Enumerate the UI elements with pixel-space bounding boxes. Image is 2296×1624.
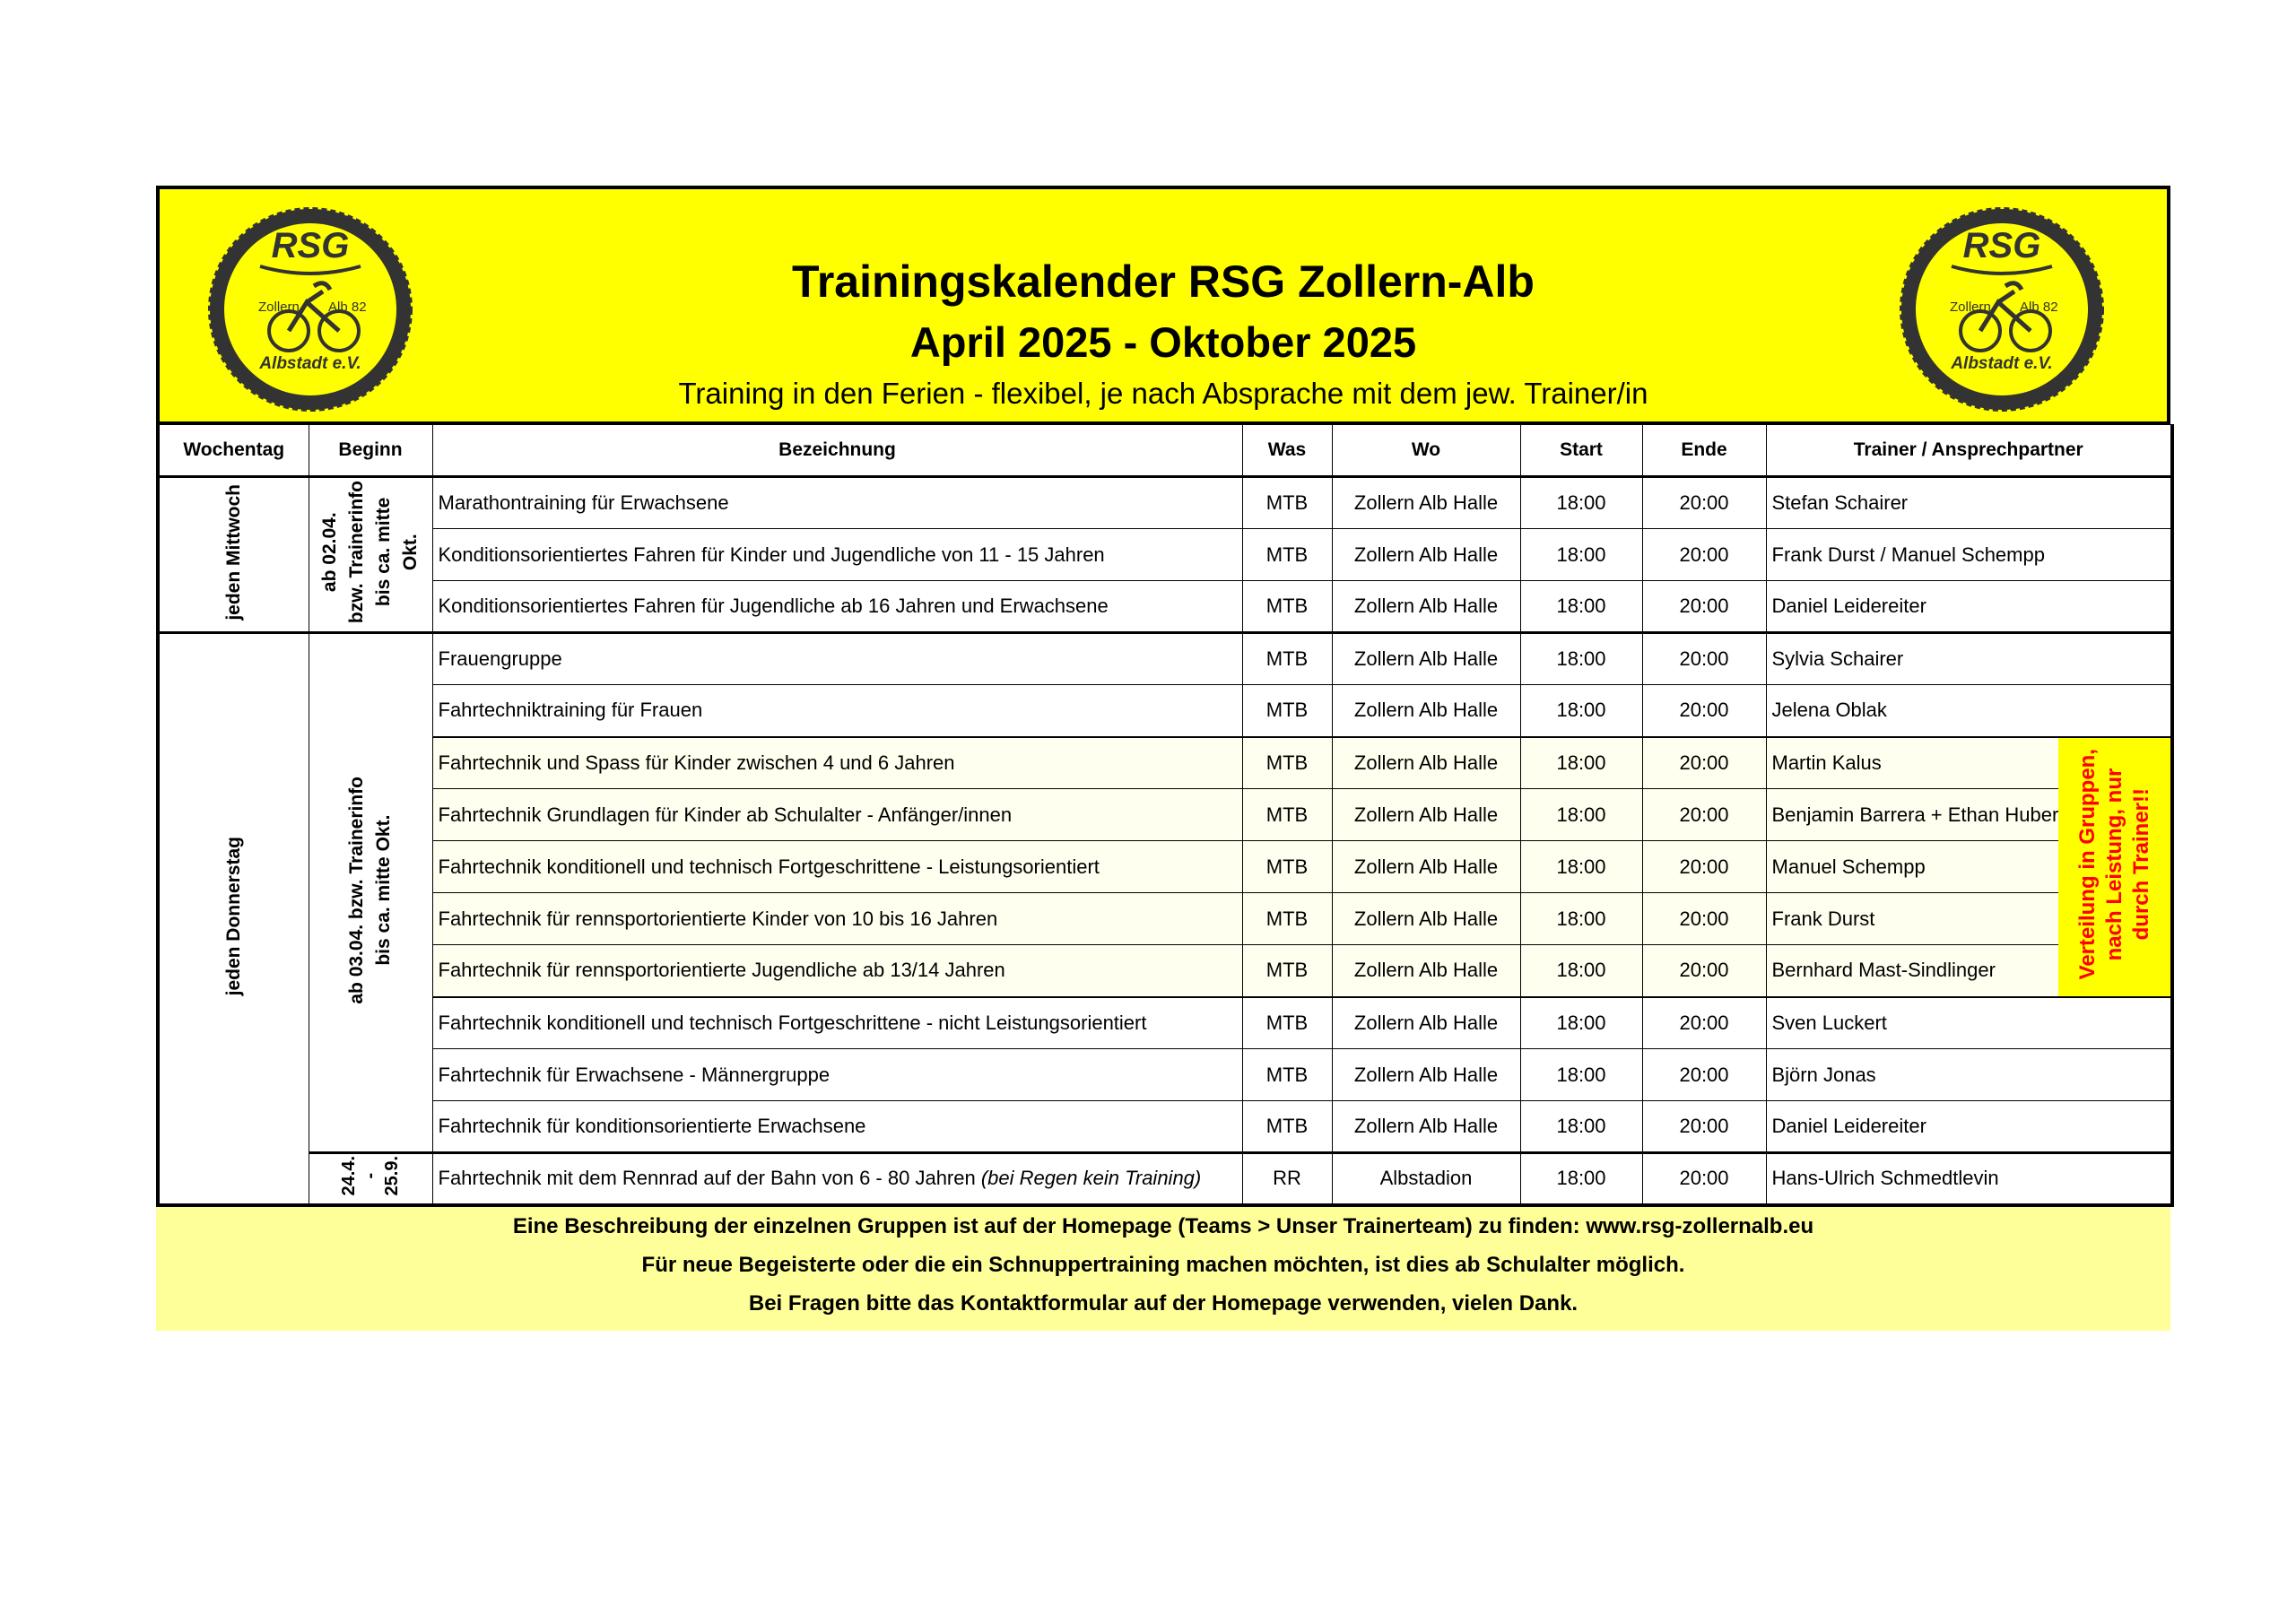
col-header-wochentag: Wochentag bbox=[158, 425, 309, 477]
was-cell: MTB bbox=[1242, 529, 1332, 581]
wo-cell: Zollern Alb Halle bbox=[1332, 1101, 1520, 1153]
was-cell: MTB bbox=[1242, 997, 1332, 1049]
col-header-trainer: Trainer / Ansprechpartner bbox=[1766, 425, 2172, 477]
col-header-ende: Ende bbox=[1642, 425, 1766, 477]
was-cell: MTB bbox=[1242, 685, 1332, 737]
was-cell: MTB bbox=[1242, 893, 1332, 945]
col-header-bezeichnung: Bezeichnung bbox=[432, 425, 1242, 477]
wo-cell: Zollern Alb Halle bbox=[1332, 997, 1520, 1049]
begin-cell-donnerstag bbox=[309, 633, 432, 1153]
was-cell: MTB bbox=[1242, 841, 1332, 893]
was-cell: MTB bbox=[1242, 789, 1332, 841]
table-row bbox=[158, 581, 2172, 633]
bezeichnung-cell: Fahrtechnik konditionell und technisch Fortgeschrittene - nicht Leistungsorientiert bbox=[432, 997, 1242, 1049]
group-distribution-note bbox=[2058, 737, 2172, 997]
bezeichnung-cell: Fahrtechnik konditionell und technisch Fortgeschrittene - Leistungsorientiert bbox=[432, 841, 1242, 893]
table-header-row bbox=[158, 425, 2172, 477]
group-note-line: nach Leistung, nur bbox=[2101, 768, 2126, 960]
col-header-was: Was bbox=[1242, 425, 1332, 477]
begin-line: 25.9. bbox=[382, 1156, 402, 1196]
start-cell: 18:00 bbox=[1520, 685, 1642, 737]
logo-right-text: Alb 82 bbox=[328, 300, 367, 315]
ende-cell: 20:00 bbox=[1642, 529, 1766, 581]
wo-cell: Zollern Alb Halle bbox=[1332, 529, 1520, 581]
weekday-label: jeden Mittwoch bbox=[222, 483, 244, 621]
weekday-cell-donnerstag bbox=[158, 633, 309, 1205]
table-row bbox=[158, 997, 2172, 1049]
was-cell: MTB bbox=[1242, 1101, 1332, 1153]
table-row bbox=[158, 633, 2172, 685]
was-cell: MTB bbox=[1242, 737, 1332, 789]
start-cell: 18:00 bbox=[1520, 529, 1642, 581]
bezeichnung-cell: Konditionsorientiertes Fahren für Kinder und Jugendliche von 11 - 15 Jahren bbox=[432, 529, 1242, 581]
trainer-cell: Daniel Leidereiter bbox=[1766, 1101, 2172, 1153]
bezeichnung-note: (bei Regen kein Training) bbox=[980, 1167, 1202, 1190]
footer-newcomers-line: Für neue Begeisterte oder die ein Schnuppertraining machen möchten, ist dies ab Schulalter möglich. bbox=[641, 1252, 1685, 1277]
wo-cell: Zollern Alb Halle bbox=[1332, 477, 1520, 529]
bezeichnung-text: Fahrtechnik mit dem Rennrad auf der Bahn von 6 - 80 Jahren bbox=[438, 1167, 976, 1190]
ende-cell: 20:00 bbox=[1642, 945, 1766, 997]
schedule-table bbox=[156, 424, 2174, 1207]
begin-line: ab 02.04. bbox=[319, 512, 340, 592]
col-header-start: Start bbox=[1520, 425, 1642, 477]
bezeichnung-cell: Fahrtechniktraining für Frauen bbox=[432, 685, 1242, 737]
table-row bbox=[158, 789, 2172, 841]
begin-cell-mittwoch bbox=[309, 477, 432, 633]
table-row bbox=[158, 477, 2172, 529]
bezeichnung-cell: Fahrtechnik Grundlagen für Kinder ab Schulalter - Anfänger/innen bbox=[432, 789, 1242, 841]
trainer-cell: Björn Jonas bbox=[1766, 1049, 2172, 1101]
weekday-cell-mittwoch bbox=[158, 477, 309, 633]
ende-cell: 20:00 bbox=[1642, 997, 1766, 1049]
start-cell: 18:00 bbox=[1520, 477, 1642, 529]
ende-cell: 20:00 bbox=[1642, 893, 1766, 945]
begin-line: bzw. Trainerinfo bbox=[346, 480, 367, 624]
bezeichnung-cell: Fahrtechnik für Erwachsene - Männergruppe bbox=[432, 1049, 1242, 1101]
trainer-cell: Daniel Leidereiter bbox=[1766, 581, 2172, 633]
trainer-cell: Stefan Schairer bbox=[1766, 477, 2172, 529]
table-row bbox=[158, 893, 2172, 945]
bezeichnung-cell: Fahrtechnik für rennsportorientierte Kinder von 10 bis 16 Jahren bbox=[432, 893, 1242, 945]
start-cell: 18:00 bbox=[1520, 945, 1642, 997]
start-cell: 18:00 bbox=[1520, 737, 1642, 789]
bezeichnung-cell: Marathontraining für Erwachsene bbox=[432, 477, 1242, 529]
group-note-text bbox=[2074, 749, 2155, 979]
trainer-cell: Martin Kalus bbox=[1766, 737, 2058, 789]
start-cell: 18:00 bbox=[1520, 893, 1642, 945]
calendar-title: Trainingskalender RSG Zollern-Alb bbox=[792, 256, 1535, 307]
logo-top-text: RSG bbox=[271, 226, 350, 265]
group-note-line: Verteilung in Gruppen, bbox=[2074, 748, 2100, 980]
wo-cell: Zollern Alb Halle bbox=[1332, 945, 1520, 997]
begin-cell-rennrad bbox=[309, 1153, 432, 1205]
begin-line: bis ca. mitte Okt. bbox=[373, 814, 394, 966]
start-cell: 18:00 bbox=[1520, 1049, 1642, 1101]
table-row bbox=[158, 841, 2172, 893]
begin-line: 24.4. bbox=[339, 1156, 359, 1196]
group-note-line: durch Trainer!! bbox=[2128, 787, 2153, 941]
wo-cell: Zollern Alb Halle bbox=[1332, 581, 1520, 633]
table-row bbox=[158, 529, 2172, 581]
trainer-cell: Manuel Schempp bbox=[1766, 841, 2058, 893]
ende-cell: 20:00 bbox=[1642, 841, 1766, 893]
start-cell: 18:00 bbox=[1520, 789, 1642, 841]
col-header-beginn: Beginn bbox=[309, 425, 432, 477]
trainer-cell: Frank Durst bbox=[1766, 893, 2058, 945]
wo-cell: Zollern Alb Halle bbox=[1332, 893, 1520, 945]
bezeichnung-cell: Fahrtechnik für konditionsorientierte Erwachsene bbox=[432, 1101, 1242, 1153]
bezeichnung-cell bbox=[432, 1153, 1242, 1205]
was-cell: MTB bbox=[1242, 945, 1332, 997]
training-calendar-sheet bbox=[156, 186, 2170, 1331]
ende-cell: 20:00 bbox=[1642, 1153, 1766, 1205]
wo-cell: Zollern Alb Halle bbox=[1332, 1049, 1520, 1101]
logo-bottom-text: Albstadt e.V. bbox=[259, 354, 361, 373]
ende-cell: 20:00 bbox=[1642, 633, 1766, 685]
was-cell: MTB bbox=[1242, 1049, 1332, 1101]
trainer-cell: Frank Durst / Manuel Schempp bbox=[1766, 529, 2172, 581]
calendar-header bbox=[156, 186, 2170, 424]
begin-label bbox=[338, 1156, 403, 1195]
table-row bbox=[158, 1101, 2172, 1153]
holiday-note: Training in den Ferien - flexibel, je nach Absprache mit dem jew. Trainer/in bbox=[678, 377, 1648, 410]
col-header-wo: Wo bbox=[1332, 425, 1520, 477]
logo-bottom-text: Albstadt e.V. bbox=[1951, 354, 2053, 373]
trainer-cell: Sylvia Schairer bbox=[1766, 633, 2172, 685]
begin-line: - bbox=[361, 1172, 380, 1179]
ende-cell: 20:00 bbox=[1642, 789, 1766, 841]
logo-right-text: Alb 82 bbox=[2020, 300, 2058, 315]
calendar-period: April 2025 - Oktober 2025 bbox=[909, 318, 1417, 366]
table-row bbox=[158, 1049, 2172, 1101]
trainer-cell: Hans-Ulrich Schmedtlevin bbox=[1766, 1153, 2172, 1205]
begin-label bbox=[317, 481, 424, 623]
ende-cell: 20:00 bbox=[1642, 477, 1766, 529]
wo-cell: Zollern Alb Halle bbox=[1332, 685, 1520, 737]
table-row bbox=[158, 1153, 2172, 1205]
begin-label bbox=[344, 777, 397, 1004]
logo-top-text: RSG bbox=[1962, 226, 2041, 265]
bezeichnung-cell: Konditionsorientiertes Fahren für Jugendliche ab 16 Jahren und Erwachsene bbox=[432, 581, 1242, 633]
wo-cell: Zollern Alb Halle bbox=[1332, 737, 1520, 789]
rsg-logo-right bbox=[1898, 205, 2106, 413]
was-cell: RR bbox=[1242, 1153, 1332, 1205]
logo-left-text: Zollern bbox=[1950, 300, 1991, 315]
start-cell: 18:00 bbox=[1520, 997, 1642, 1049]
wo-cell: Zollern Alb Halle bbox=[1332, 789, 1520, 841]
was-cell: MTB bbox=[1242, 477, 1332, 529]
bezeichnung-cell: Frauengruppe bbox=[432, 633, 1242, 685]
table-row bbox=[158, 685, 2172, 737]
footer-contact-line: Bei Fragen bitte das Kontaktformular auf der Homepage verwenden, vielen Dank. bbox=[748, 1290, 1578, 1316]
start-cell: 18:00 bbox=[1520, 1153, 1642, 1205]
ende-cell: 20:00 bbox=[1642, 685, 1766, 737]
wo-cell: Zollern Alb Halle bbox=[1332, 841, 1520, 893]
ende-cell: 20:00 bbox=[1642, 581, 1766, 633]
start-cell: 18:00 bbox=[1520, 633, 1642, 685]
bezeichnung-cell: Fahrtechnik für rennsportorientierte Jugendliche ab 13/14 Jahren bbox=[432, 945, 1242, 997]
was-cell: MTB bbox=[1242, 581, 1332, 633]
begin-line: bis ca. mitte bbox=[373, 497, 394, 607]
start-cell: 18:00 bbox=[1520, 581, 1642, 633]
trainer-cell: Benjamin Barrera + Ethan Huber bbox=[1766, 789, 2058, 841]
calendar-footer bbox=[156, 1207, 2170, 1331]
begin-line: Okt. bbox=[400, 534, 421, 570]
begin-line: ab 03.04. bzw. Trainerinfo bbox=[346, 776, 367, 1004]
table-row bbox=[158, 737, 2172, 789]
ende-cell: 20:00 bbox=[1642, 1101, 1766, 1153]
logo-left-text: Zollern bbox=[258, 300, 300, 315]
ende-cell: 20:00 bbox=[1642, 1049, 1766, 1101]
footer-homepage-line: Eine Beschreibung der einzelnen Gruppen ist auf der Homepage (Teams > Unser Trainerteam) zu finden: www.rsg-zollernalb.eu bbox=[512, 1213, 1814, 1238]
trainer-cell: Sven Luckert bbox=[1766, 997, 2172, 1049]
was-cell: MTB bbox=[1242, 633, 1332, 685]
trainer-cell: Jelena Oblak bbox=[1766, 685, 2172, 737]
trainer-cell: Bernhard Mast-Sindlinger bbox=[1766, 945, 2058, 997]
start-cell: 18:00 bbox=[1520, 841, 1642, 893]
table-row bbox=[158, 945, 2172, 997]
weekday-label: jeden Donnerstag bbox=[222, 836, 244, 995]
wo-cell: Zollern Alb Halle bbox=[1332, 633, 1520, 685]
ende-cell: 20:00 bbox=[1642, 737, 1766, 789]
bezeichnung-cell: Fahrtechnik und Spass für Kinder zwischen 4 und 6 Jahren bbox=[432, 737, 1242, 789]
start-cell: 18:00 bbox=[1520, 1101, 1642, 1153]
wo-cell: Albstadion bbox=[1332, 1153, 1520, 1205]
